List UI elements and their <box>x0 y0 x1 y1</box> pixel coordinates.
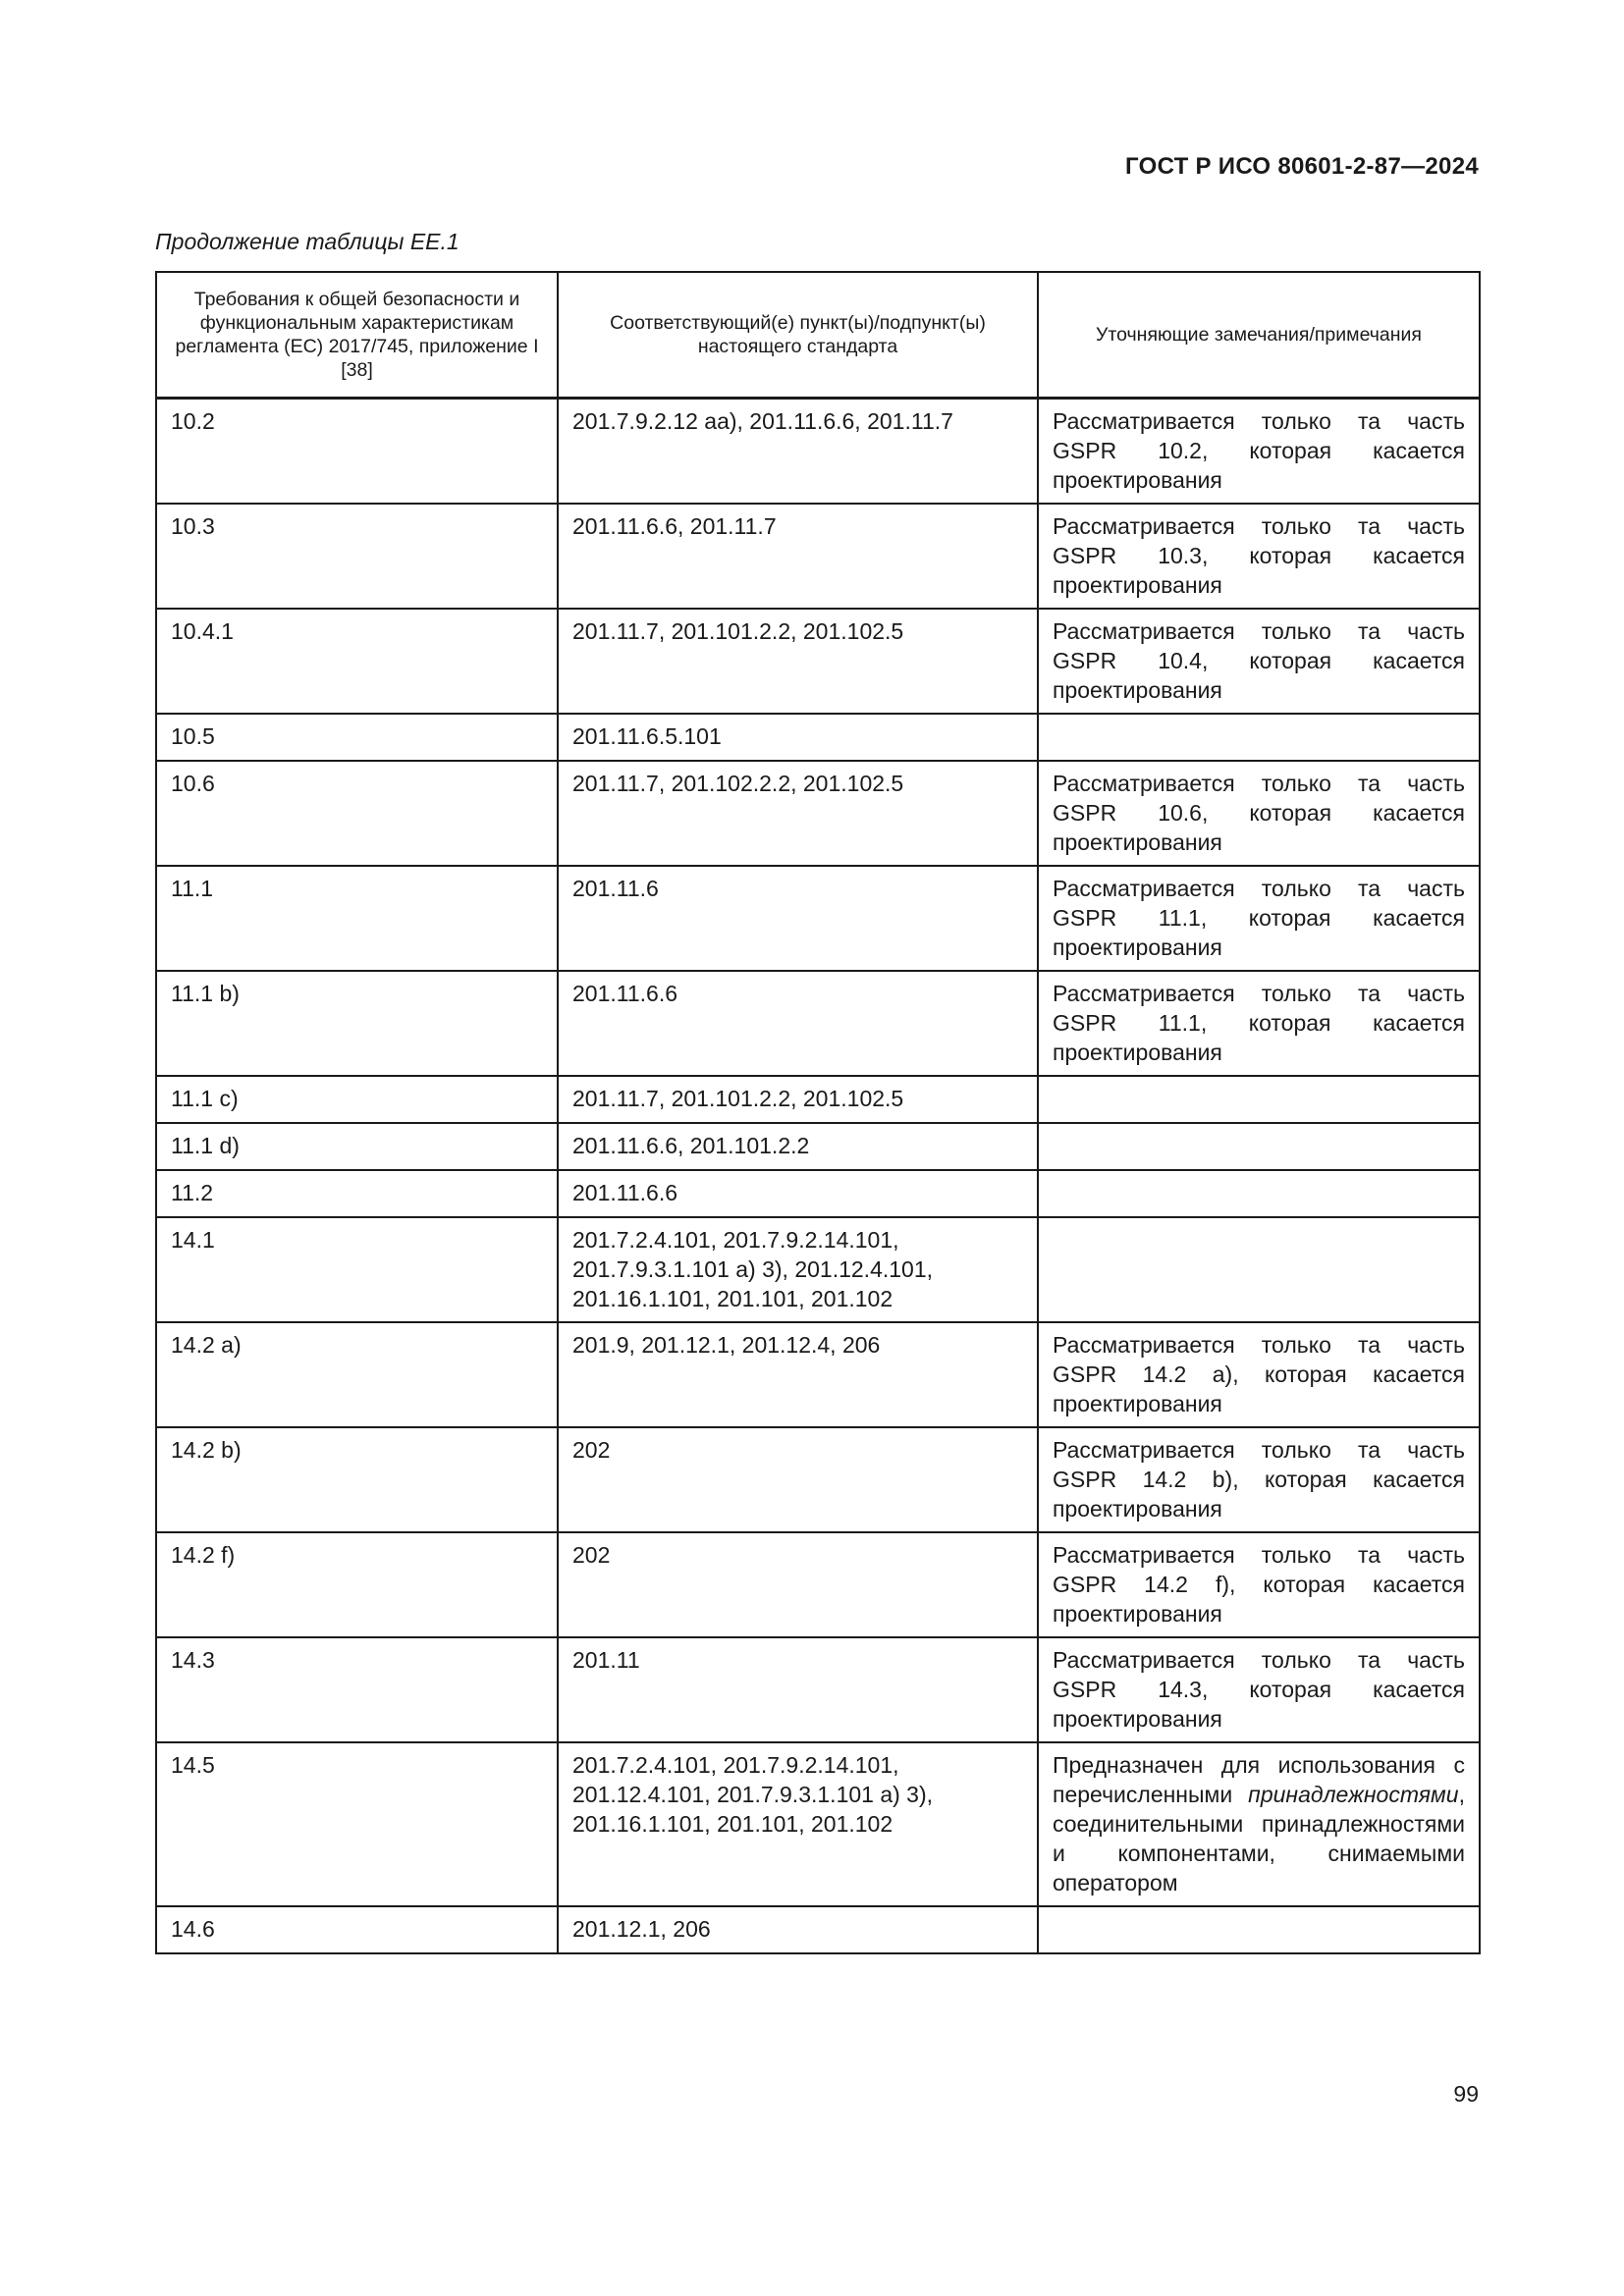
requirement-cell: 14.2 a) <box>156 1322 558 1427</box>
requirement-cell: 11.1 b) <box>156 971 558 1076</box>
clause-cell: 202 <box>558 1427 1038 1532</box>
clause-cell: 201.11.6.5.101 <box>558 714 1038 761</box>
requirement-cell: 11.1 d) <box>156 1123 558 1170</box>
table-row <box>156 1170 1480 1217</box>
note-cell <box>1038 1742 1480 1906</box>
note-cell <box>1038 1123 1480 1170</box>
requirement-cell: 14.2 b) <box>156 1427 558 1532</box>
requirement-cell: 10.5 <box>156 714 558 761</box>
table-row <box>156 504 1480 609</box>
requirement-cell: 10.3 <box>156 504 558 609</box>
table-row <box>156 1637 1480 1742</box>
clause-cell: 201.11.6.6, 201.101.2.2 <box>558 1123 1038 1170</box>
clause-cell: 201.11.7, 201.101.2.2, 201.102.5 <box>558 609 1038 714</box>
table-row <box>156 1322 1480 1427</box>
requirement-cell: 14.5 <box>156 1742 558 1906</box>
requirement-cell: 14.2 f) <box>156 1532 558 1637</box>
requirement-cell: 14.3 <box>156 1637 558 1742</box>
note-cell: Рассматривается только та часть GSPR 14.2 a), которая касается проектирования <box>1038 1322 1480 1427</box>
table-row <box>156 1123 1480 1170</box>
note-cell: Рассматривается только та часть GSPR 10.6, которая касается проектирования <box>1038 761 1480 866</box>
clause-cell: 201.11.7, 201.101.2.2, 201.102.5 <box>558 1076 1038 1123</box>
note-cell: Рассматривается только та часть GSPR 10.3, которая касается проектирования <box>1038 504 1480 609</box>
table-caption: Продолжение таблицы ЕЕ.1 <box>155 229 460 254</box>
requirement-cell: 14.6 <box>156 1906 558 1953</box>
note-cell <box>1038 1906 1480 1953</box>
note-emphasis: принадлежностями <box>1248 1782 1459 1807</box>
table-row <box>156 714 1480 761</box>
note-cell: Рассматривается только та часть GSPR 10.2, которая касается проектирования <box>1038 399 1480 505</box>
clause-cell: 201.11.7, 201.102.2.2, 201.102.5 <box>558 761 1038 866</box>
clause-cell: 201.11.6.6 <box>558 1170 1038 1217</box>
requirement-cell: 10.2 <box>156 399 558 505</box>
column-header-clauses: Соответствующий(е) пункт(ы)/подпункт(ы) настоящего стандарта <box>558 272 1038 399</box>
clause-cell: 201.9, 201.12.1, 201.12.4, 206 <box>558 1322 1038 1427</box>
clause-cell: 201.12.1, 206 <box>558 1906 1038 1953</box>
column-header-notes: Уточняющие замечания/примечания <box>1038 272 1480 399</box>
requirement-cell: 14.1 <box>156 1217 558 1322</box>
note-cell: Рассматривается только та часть GSPR 14.3, которая касается проектирования <box>1038 1637 1480 1742</box>
note-cell: Рассматривается только та часть GSPR 14.2 f), которая касается проектирования <box>1038 1532 1480 1637</box>
note-cell <box>1038 1076 1480 1123</box>
table-row <box>156 1742 1480 1906</box>
requirement-cell: 10.4.1 <box>156 609 558 714</box>
table-row <box>156 1217 1480 1322</box>
note-text: , соединительными принадлежностями и компонентами, снимаемыми оператором <box>1053 1782 1465 1896</box>
clause-cell: 201.11.6.6, 201.11.7 <box>558 504 1038 609</box>
table-row <box>156 761 1480 866</box>
table-row <box>156 399 1480 505</box>
column-header-requirements: Требования к общей безопасности и функциональным характеристикам регламента (ЕС) 2017/745, приложение I [38] <box>156 272 558 399</box>
note-cell: Рассматривается только та часть GSPR 14.2 b), которая касается проектирования <box>1038 1427 1480 1532</box>
document-id: ГОСТ Р ИСО 80601-2-87—2024 <box>1125 153 1479 180</box>
note-cell: Рассматривается только та часть GSPR 11.1, которая касается проектирования <box>1038 971 1480 1076</box>
note-cell <box>1038 1170 1480 1217</box>
note-cell <box>1038 714 1480 761</box>
clause-cell: 201.11.6.6 <box>558 971 1038 1076</box>
page-number: 99 <box>1453 2081 1479 2107</box>
requirement-cell: 11.1 c) <box>156 1076 558 1123</box>
clause-cell: 201.7.2.4.101, 201.7.9.2.14.101, 201.12.4.101, 201.7.9.3.1.101 a) 3), 201.16.1.101, 201.101, 201.102 <box>558 1742 1038 1906</box>
requirement-cell: 10.6 <box>156 761 558 866</box>
note-cell: Рассматривается только та часть GSPR 11.1, которая касается проектирования <box>1038 866 1480 971</box>
table-row <box>156 866 1480 971</box>
clause-cell: 202 <box>558 1532 1038 1637</box>
table-row <box>156 971 1480 1076</box>
clause-cell: 201.11 <box>558 1637 1038 1742</box>
clause-cell: 201.11.6 <box>558 866 1038 971</box>
requirement-cell: 11.2 <box>156 1170 558 1217</box>
table-row <box>156 609 1480 714</box>
table-row <box>156 1906 1480 1953</box>
note-text: Предназначен для использования с перечисленными <box>1053 1752 1465 1807</box>
note-cell <box>1038 1217 1480 1322</box>
table-row <box>156 1532 1480 1637</box>
table-row <box>156 1076 1480 1123</box>
table-row <box>156 1427 1480 1532</box>
clause-cell: 201.7.2.4.101, 201.7.9.2.14.101, 201.7.9.3.1.101 a) 3), 201.12.4.101, 201.16.1.101, 201.101, 201.102 <box>558 1217 1038 1322</box>
clause-cell: 201.7.9.2.12 aa), 201.11.6.6, 201.11.7 <box>558 399 1038 505</box>
table-header-row <box>156 272 1480 399</box>
requirements-table <box>155 271 1481 1954</box>
note-cell: Рассматривается только та часть GSPR 10.4, которая касается проектирования <box>1038 609 1480 714</box>
requirement-cell: 11.1 <box>156 866 558 971</box>
